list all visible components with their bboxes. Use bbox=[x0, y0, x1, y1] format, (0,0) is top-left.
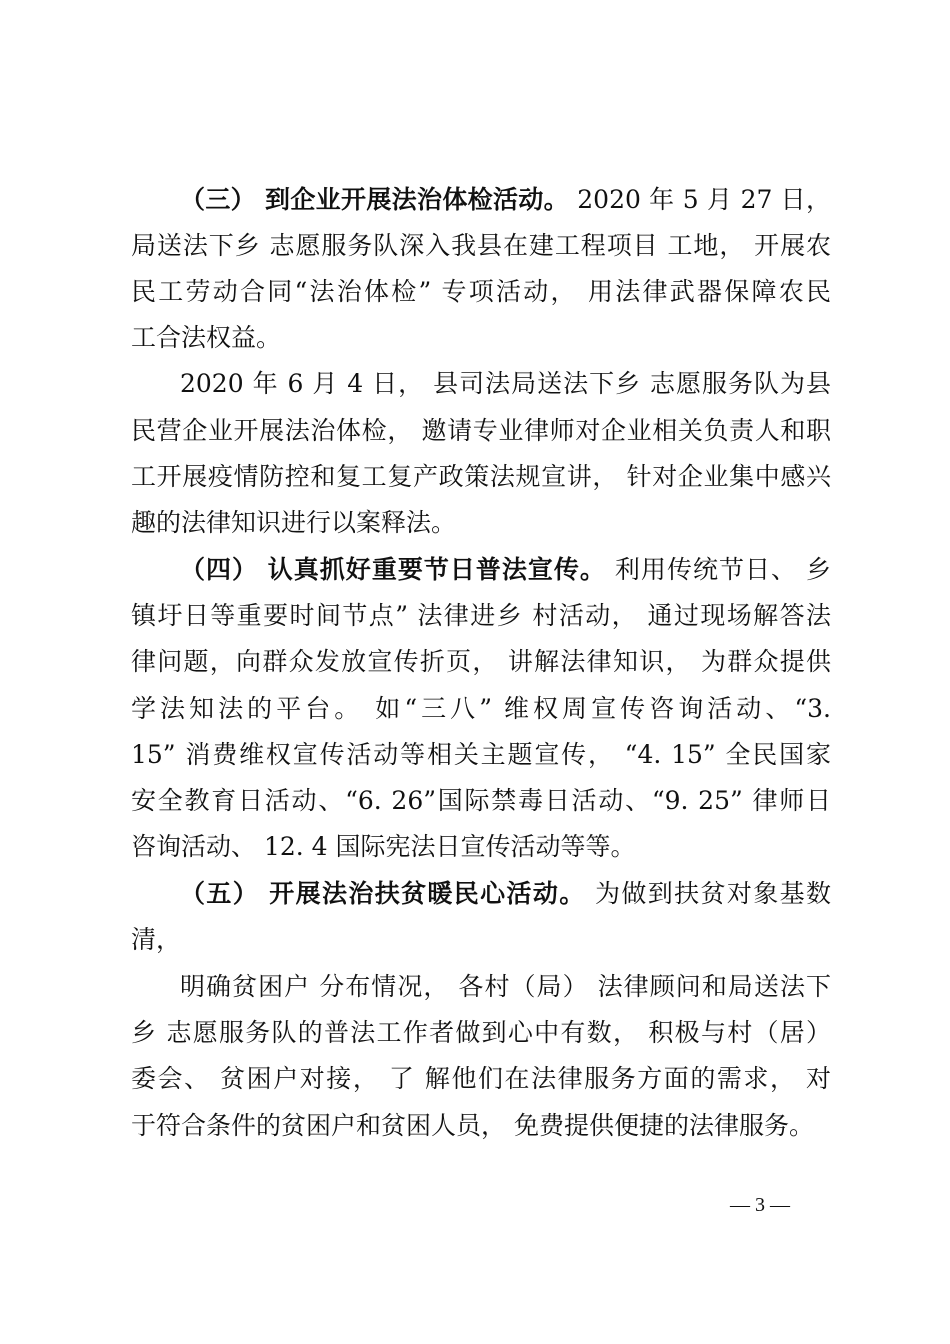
paragraph-2-line-3: 工开展疫情防控和复工复产政策法规宣讲， 针对企业集中感兴 bbox=[131, 462, 831, 491]
paragraph-1-line-2: 局送法下乡 志愿服务队深入我县在建工程项目 工地， 开展农 bbox=[131, 231, 831, 260]
paragraph-1-line-4: 工合法权益。 bbox=[131, 323, 282, 352]
paragraph-3-line-6: 安全教育日活动、“6. 26”国际禁毒日活动、“9. 25” 律师日 bbox=[131, 786, 831, 815]
paragraph-2-line-4: 趣的法律知识进行以案释法。 bbox=[131, 508, 457, 537]
paragraph-3-line-7: 咨询活动、 12. 4 国际宪法日宣传活动等等。 bbox=[131, 832, 636, 861]
paragraph-3-line-5: 15” 消费维权宣传活动等相关主题宣传， “4. 15” 全民国家 bbox=[131, 740, 831, 769]
section-heading-4: （四） 认真抓好重要节日普法宣传。 bbox=[180, 555, 606, 584]
page-number: — 3 — bbox=[730, 1194, 790, 1216]
paragraph-3-line-4: 学法知法的平台。 如“三八” 维权周宣传咨询活动、“3. bbox=[131, 694, 831, 723]
paragraph-2-line-2: 民营企业开展法治体检， 邀请专业律师对企业相关负责人和职 bbox=[131, 416, 831, 445]
paragraph-2-line-1: 2020 年 6 月 4 日， 县司法局送法下乡 志愿服务队为县 bbox=[180, 369, 831, 398]
section-heading-5: （五） 开展法治扶贫暖民心活动。 bbox=[180, 879, 586, 908]
paragraph-3-line-2: 镇圩日等重要时间节点” 法律进乡 村活动， 通过现场解答法 bbox=[131, 601, 831, 630]
paragraph-4-line-2: 清， bbox=[131, 925, 182, 954]
paragraph-5-line-1: 明确贫困户 分布情况， 各村（局） 法律顾问和局送法下 bbox=[180, 972, 831, 1001]
paragraph-3-line-1: （四） 认真抓好重要节日普法宣传。 利用传统节日、 乡 bbox=[180, 555, 831, 584]
paragraph-1-line-1: （三） 到企业开展法治体检活动。 2020 年 5 月 27 日， bbox=[180, 185, 831, 214]
section-heading-3: （三） 到企业开展法治体检活动。 bbox=[180, 185, 569, 214]
paragraph-5-line-2: 乡 志愿服务队的普法工作者做到心中有数， 积极与村（居） bbox=[131, 1018, 831, 1047]
paragraph-4-line-1: （五） 开展法治扶贫暖民心活动。 为做到扶贫对象基数 bbox=[180, 879, 831, 908]
paragraph-1-line-3: 民工劳动合同“法治体检” 专项活动， 用法律武器保障农民 bbox=[131, 277, 831, 306]
paragraph-5-line-4: 于符合条件的贫困户和贫困人员， 免费提供便捷的法律服务。 bbox=[131, 1111, 814, 1140]
paragraph-5-line-3: 委会、 贫困户对接， 了 解他们在法律服务方面的需求， 对 bbox=[131, 1064, 831, 1093]
paragraph-3-line-3: 律问题，向群众发放宣传折页， 讲解法律知识， 为群众提供 bbox=[131, 647, 831, 676]
